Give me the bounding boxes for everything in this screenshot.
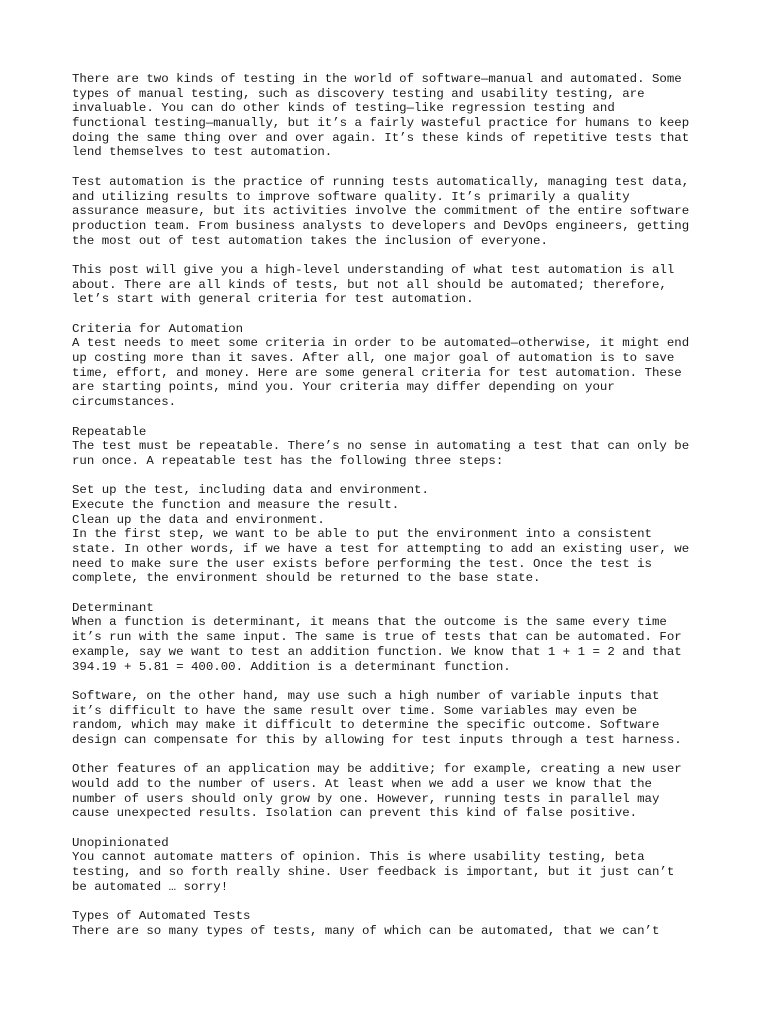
text-line: Criteria for Automation — [72, 321, 244, 336]
paragraph-gap — [72, 895, 712, 910]
paragraph — [72, 762, 712, 821]
text-line: types of manual testing, such as discovery testing and usability testing, are — [72, 86, 645, 101]
text-line: 394.19 + 5.81 = 400.00. Addition is a determinant function. — [72, 659, 511, 674]
paragraph — [72, 909, 712, 938]
text-line: lend themselves to test automation. — [72, 145, 333, 160]
text-line: it’s difficult to have the same result over time. Some variables may even be — [72, 703, 638, 718]
text-line: When a function is determinant, it means that the outcome is the same every time — [72, 615, 667, 630]
text-line: assurance measure, but its activities involve the commitment of the entire software — [72, 204, 690, 219]
text-line: You cannot automate matters of opinion. This is where usability testing, beta — [72, 850, 645, 865]
text-line: doing the same thing over and over again. It’s these kinds of repetitive tests that — [72, 130, 690, 145]
paragraph-gap — [72, 586, 712, 601]
paragraph-gap — [72, 821, 712, 836]
text-line: complete, the environment should be returned to the base state. — [72, 571, 541, 586]
text-line: random, which may make it difficult to determine the specific outcome. Software — [72, 718, 660, 733]
text-line: it’s run with the same input. The same is true of tests that can be automated. For — [72, 630, 682, 645]
text-line: example, say we want to test an addition function. We know that 1 + 1 = 2 and that — [72, 644, 682, 659]
text-line: state. In other words, if we have a test for attempting to add an existing user, we — [72, 542, 690, 556]
text-line: testing, and so forth really shine. User feedback is important, but it just can’t — [72, 865, 675, 880]
paragraph-gap — [72, 160, 712, 175]
text-line: up costing more than it saves. After all, one major goal of automation is to save — [72, 351, 675, 366]
text-line: The test must be repeatable. There’s no sense in automating a test that can only be — [72, 439, 690, 454]
paragraph — [72, 689, 712, 748]
paragraph — [72, 836, 712, 895]
paragraph-gap — [72, 307, 712, 322]
text-line: would add to the number of users. At least when we add a user we know that the — [72, 777, 652, 791]
text-line: A test needs to meet some criteria in order to be automated—otherwise, it might end — [72, 336, 690, 351]
text-line: Determinant — [72, 600, 154, 615]
paragraph — [72, 175, 712, 248]
text-line: be automated … sorry! — [72, 879, 229, 894]
text-line: Unopinionated — [72, 835, 169, 850]
text-line: Types of Automated Tests — [72, 909, 251, 924]
paragraph — [72, 263, 712, 307]
text-line: This post will give you a high-level understanding of what test automation is all — [72, 262, 675, 277]
paragraph-gap — [72, 410, 712, 425]
text-line: design can compensate for this by allowing for test inputs through a test harness. — [72, 732, 682, 747]
text-line: number of users should only grow by one. However, running tests in parallel may — [72, 791, 660, 806]
text-line: the most out of test automation takes the inclusion of everyone. — [72, 233, 548, 248]
text-line: Clean up the data and environment. — [72, 512, 325, 527]
text-line: production team. From business analysts to developers and DevOps engineers, getting — [72, 218, 690, 233]
paragraph — [72, 72, 712, 160]
text-line: let’s start with general criteria for test automation. — [72, 292, 474, 307]
document-body — [72, 72, 712, 939]
text-line: Repeatable — [72, 424, 147, 439]
paragraph — [72, 425, 712, 469]
text-line: In the first step, we want to be able to put the environment into a consistent — [72, 527, 652, 542]
text-line: run once. A repeatable test has the following three steps: — [72, 453, 504, 468]
text-line: Other features of an application may be additive; for example, creating a new user — [72, 762, 682, 777]
paragraph — [72, 322, 712, 410]
paragraph-gap — [72, 248, 712, 263]
text-line: and utilizing results to improve software quality. It’s primarily a quality — [72, 189, 630, 204]
text-line: need to make sure the user exists before performing the test. Once the test is — [72, 556, 652, 571]
text-line: There are so many types of tests, many of which can be automated, that we can’t — [72, 923, 660, 938]
text-line: Set up the test, including data and environment. — [72, 483, 429, 498]
text-line: are starting points, mind you. Your criteria may differ depending on your — [72, 380, 615, 395]
paragraph — [72, 601, 712, 674]
text-line: time, effort, and money. Here are some general criteria for test automation. These — [72, 365, 682, 380]
text-line: Execute the function and measure the result. — [72, 497, 400, 512]
text-line: invaluable. You can do other kinds of testing—like regression testing and — [72, 101, 615, 116]
text-line: cause unexpected results. Isolation can prevent this kind of false positive. — [72, 806, 638, 821]
paragraph-gap — [72, 748, 712, 763]
paragraph-gap — [72, 674, 712, 689]
text-line: about. There are all kinds of tests, but not all should be automated; therefore, — [72, 277, 667, 292]
text-line: Test automation is the practice of running tests automatically, managing test data, — [72, 174, 690, 189]
text-line: There are two kinds of testing in the world of software—manual and automated. Some — [72, 72, 682, 86]
paragraph — [72, 483, 712, 586]
text-line: circumstances. — [72, 395, 177, 410]
paragraph-gap — [72, 469, 712, 484]
text-line: functional testing—manually, but it’s a fairly wasteful practice for humans to keep — [72, 116, 690, 131]
text-line: Software, on the other hand, may use such a high number of variable inputs that — [72, 688, 660, 703]
